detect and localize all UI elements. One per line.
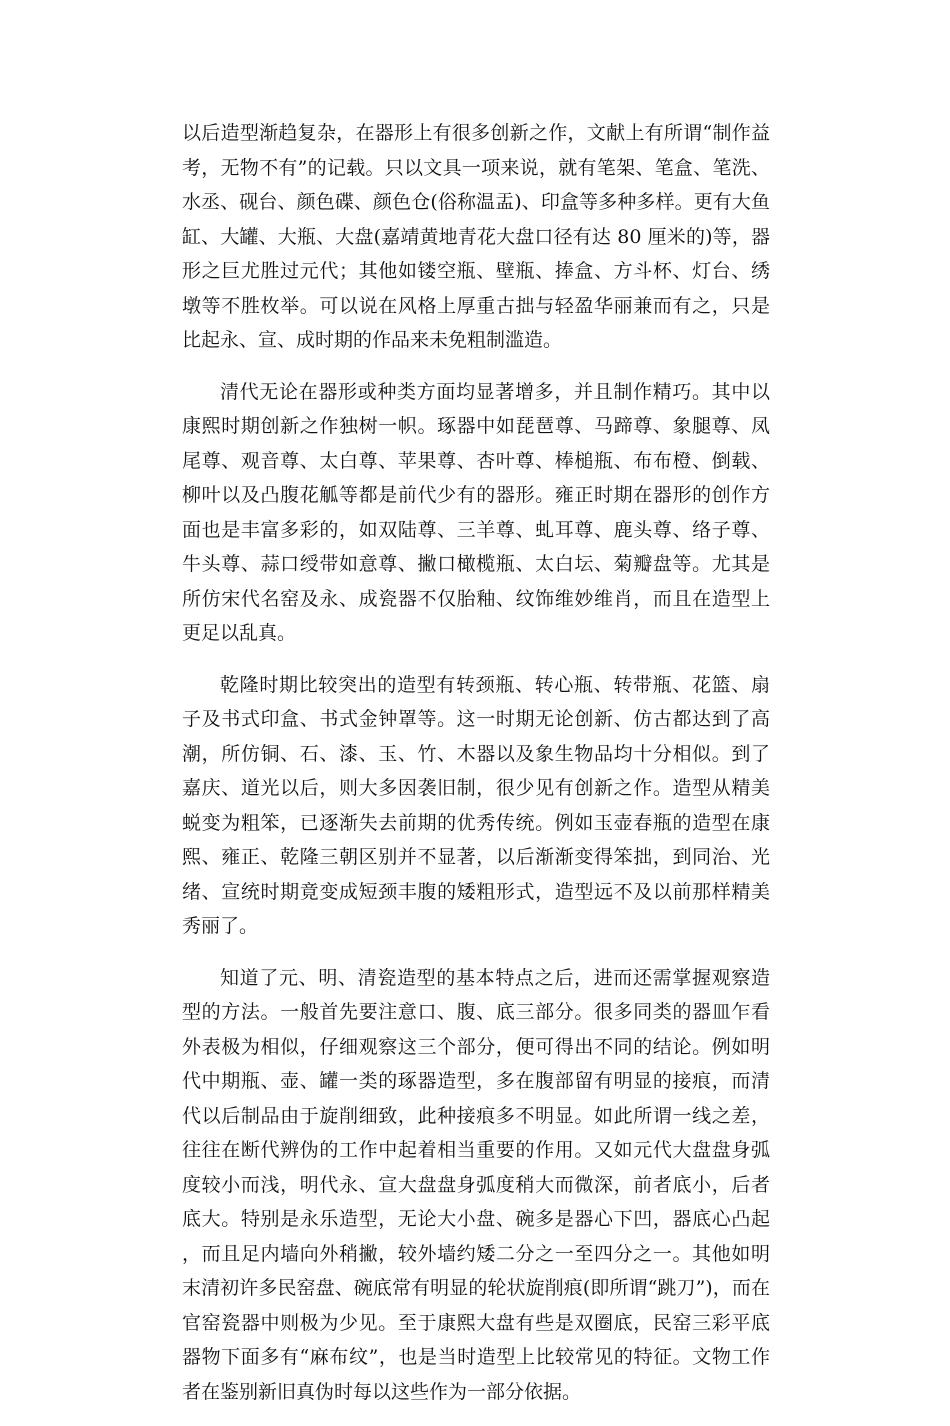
paragraph-3: 乾隆时期比较突出的造型有转颈瓶、转心瓶、转带瓶、花篮、扇子及书式印盒、书式金钟罩等。这一时期无论创新、仿古都达到了高潮，所仿铜、石、漆、玉、竹、木器以及象生物品均十分相似。到了嘉庆、道光以后，则大多因袭旧制，很少见有创新之作。造型从精美蜕变为粗笨，已逐渐失去前期的优秀传统。例如玉壶春瓶的造型在康熙、雍正、乾隆三朝区别并不显著，以后渐渐变得笨拙，到同治、光绪、宣统时期竟变成短颈丰腹的矮粗形式，造型远不及以前那样精美秀丽了。: [182, 673, 770, 937]
paragraph-4: 知道了元、明、清瓷造型的基本特点之后，进而还需掌握观察造型的方法。一般首先要注意口、腹、底三部分。很多同类的器皿乍看外表极为相似，仔细观察这三个部分，便可得出不同的结论。例如明代中期瓶、壶、罐一类的琢器造型，多在腹部留有明显的接痕，而清代以后制品由于旋削细致，此种接痕多不明显。如此所谓一线之差，往往在断代辨伪的工作中起着相当重要的作用。又如元代大盘盘身弧度较小而浅，明代永、宣大盘盘身弧度稍大而微深，前者底小，后者底大。特别是永乐造型，无论大小盘、碗多是器心下凹，器底心凸起，而且足内墙向外稍撇，较外墙约矮二分之一至四分之一。其他如明末清初许多民窑盘、碗底常有明显的轮状旋削痕(即所谓“跳刀”)，而在官窑瓷器中则极为少见。至于康熙大盘有些是双圈底，民窑三彩平底器物下面多有“麻布纹”，也是当时造型上比较常见的特征。文物工作者在鉴别新旧真伪时每以这些作为一部分依据。: [182, 966, 770, 1403]
body-text: [182, 116, 770, 1426]
paragraph-1: 以后造型渐趋复杂，在器形上有很多创新之作，文献上有所谓“制作益考，无物不有”的记载。只以文具一项来说，就有笔架、笔盒、笔洗、水丞、砚台、颜色碟、颜色仓(俗称温盂)、印盒等多种多样。更有大鱼缸、大罐、大瓶、大盘(嘉靖黄地青花大盘口径有达 80 厘米的)等，器形之巨尤胜过元代；其他如镂空瓶、壁瓶、捧盒、方斗杯、灯台、绣墩等不胜枚举。可以说在风格上厚重古拙与轻盈华丽兼而有之，只是比起永、宣、成时期的作品来未免粗制滥造。: [182, 122, 770, 351]
paragraph-2: 清代无论在器形或种类方面均显著增多，并且制作精巧。其中以康熙时期创新之作独树一帜。琢器中如琵琶尊、马蹄尊、象腿尊、凤尾尊、观音尊、太白尊、苹果尊、杏叶尊、棒槌瓶、布布橙、倒载、柳叶以及凸腹花觚等都是前代少有的器形。雍正时期在器形的创作方面也是丰富多彩的，如双陆尊、三羊尊、虬耳尊、鹿头尊、络子尊、牛头尊、蒜口绶带如意尊、撇口橄榄瓶、太白坛、菊瓣盘等。尤其是所仿宋代名窑及永、成瓷器不仅胎釉、纹饰维妙维肖，而且在造型上更足以乱真。: [182, 380, 770, 644]
